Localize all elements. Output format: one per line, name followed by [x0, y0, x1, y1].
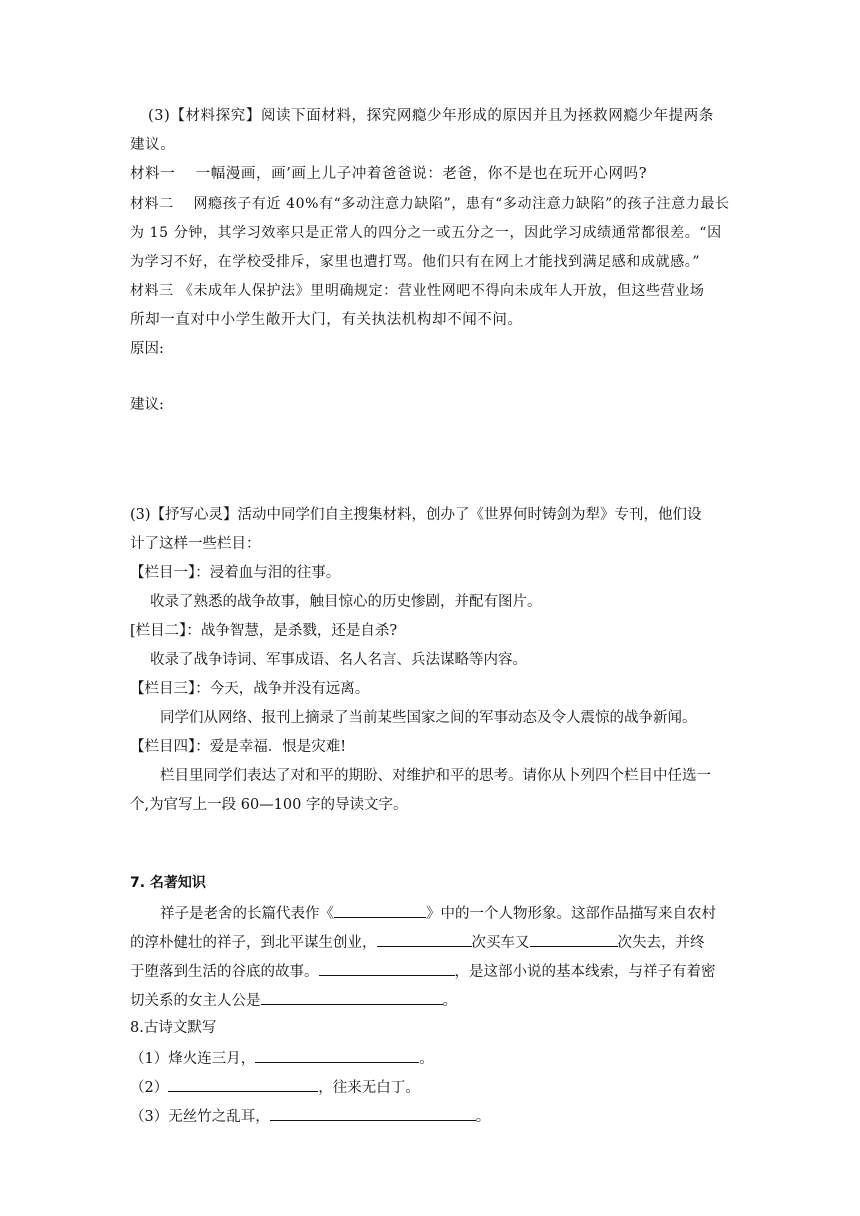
q7-line4 [130, 989, 457, 1011]
answer-blank[interactable] [319, 960, 455, 976]
q7-line3-a: 于堕落到生活的谷底的故事。 [130, 964, 319, 980]
q8-item2 [130, 1076, 420, 1098]
q7-line1 [160, 902, 716, 924]
answer-blank[interactable] [334, 902, 426, 918]
answer-blank[interactable] [377, 931, 472, 947]
answer-blank[interactable] [261, 989, 443, 1005]
material-one: 材料一 一幅漫画，画’画上儿子冲着爸爸说：老爸，你不是也在玩开心网吗? [130, 166, 648, 182]
column-two-desc: 收录了战争诗词、军事成语、名人名言、兵法谋略等内容。 [150, 652, 527, 668]
column-four-heading: 【栏目四】：爱是幸福．恨是灾难! [130, 739, 347, 755]
column-one-desc: 收录了熟悉的战争故事，触目惊心的历史惨剧，并配有图片。 [150, 594, 542, 610]
q7-line4-b: 。 [442, 993, 457, 1009]
q3a-line1: (3)【材料探究】阅读下面材料，探究网瘾少年形成的原因并且为拯救网瘾少年提两条 [148, 108, 714, 124]
material-two-a: 材料二 网瘾孩子有近 40%有“多动注意力缺陷”，患有“多动注意力缺陷”的孩子注意力最长 [130, 196, 730, 212]
q7-line3 [130, 960, 716, 982]
q8-item1 [130, 1047, 434, 1069]
q8-item2-a: （2） [130, 1080, 169, 1096]
answer-blank[interactable] [168, 1076, 318, 1092]
reason-label: 原因: [130, 341, 164, 357]
answer-blank[interactable] [270, 1105, 476, 1121]
column-one-heading: 【栏目一】：浸着血与泪的往事。 [130, 565, 341, 581]
q7-line2-c: 次失去，并终 [617, 935, 705, 951]
q7-title: 7. 名著知识 [130, 875, 206, 891]
q8-item1-b: 。 [419, 1051, 434, 1067]
q8-item2-b: ，往来无白丁。 [318, 1080, 420, 1096]
q7-line2-b: 次买车又 [471, 935, 530, 951]
material-two-c: 为学习不好，在学校受排斥，家里也遭打骂。他们只有在网上才能找到满足感和成就感。” [130, 254, 701, 270]
q7-line4-a: 切关系的女主人公是 [130, 993, 261, 1009]
material-two-b: 为 15 分钟，其学习效率只是正常人的四分之一或五分之一，因此学习成绩通常都很差。“因 [130, 225, 722, 241]
q8-item3-a: （3）无丝竹之乱耳， [130, 1109, 270, 1125]
q3a-line2: 建议。 [130, 137, 176, 153]
q7-line2 [130, 931, 705, 953]
column-three-heading: 【栏目三】：今天，战争并没有远离。 [130, 681, 370, 697]
column-three-desc: 同学们从网络、报刊上摘录了当前某些国家之间的军事动态及令人震惊的战争新闻。 [160, 710, 697, 726]
answer-blank[interactable] [255, 1047, 419, 1063]
q8-item3 [130, 1105, 490, 1127]
q7-line3-b: ，是这部小说的基本线索，与祥子有着密 [454, 964, 716, 980]
material-three-a: 材料三 《未成年人保护法》里明确规定：营业性网吧不得向未成年人开放，但这些营业场 [130, 283, 705, 299]
q8-item1-a: （1）烽火连三月， [130, 1051, 256, 1067]
q7-line1-b: 》中的一个人物形象。这部作品描写来自农村 [426, 906, 716, 922]
q3b-line1: (3)【抒写心灵】活动中同学们自主搜集材料，创办了《世界何时铸剑为犁》专刊，他们设 [130, 507, 702, 523]
advice-label: 建议: [130, 397, 164, 413]
column-four-desc-cont: 个,为官写上一段 60—100 字的导读文字。 [130, 797, 408, 813]
q8-title: 8.古诗文默写 [130, 1020, 217, 1036]
q7-line1-a: 祥子是老舍的长篇代表作《 [160, 906, 334, 922]
answer-blank[interactable] [530, 931, 618, 947]
q8-item3-b: 。 [475, 1109, 491, 1125]
column-two-heading: [栏目二】：战争智慧，是杀戮，还是自杀? [130, 623, 398, 639]
column-four-desc: 栏目里同学们表达了对和平的期盼、对维护和平的思考。请你从卜列四个栏目中任选一 [160, 768, 711, 784]
material-three-b: 所却一直对中小学生敞开大门，有关执法机构却不闻不问。 [130, 312, 523, 328]
q3b-line2: 计了这样一些栏目： [130, 536, 261, 552]
q7-line2-a: 的淳朴健壮的祥子，到北平谋生创业， [130, 935, 377, 951]
